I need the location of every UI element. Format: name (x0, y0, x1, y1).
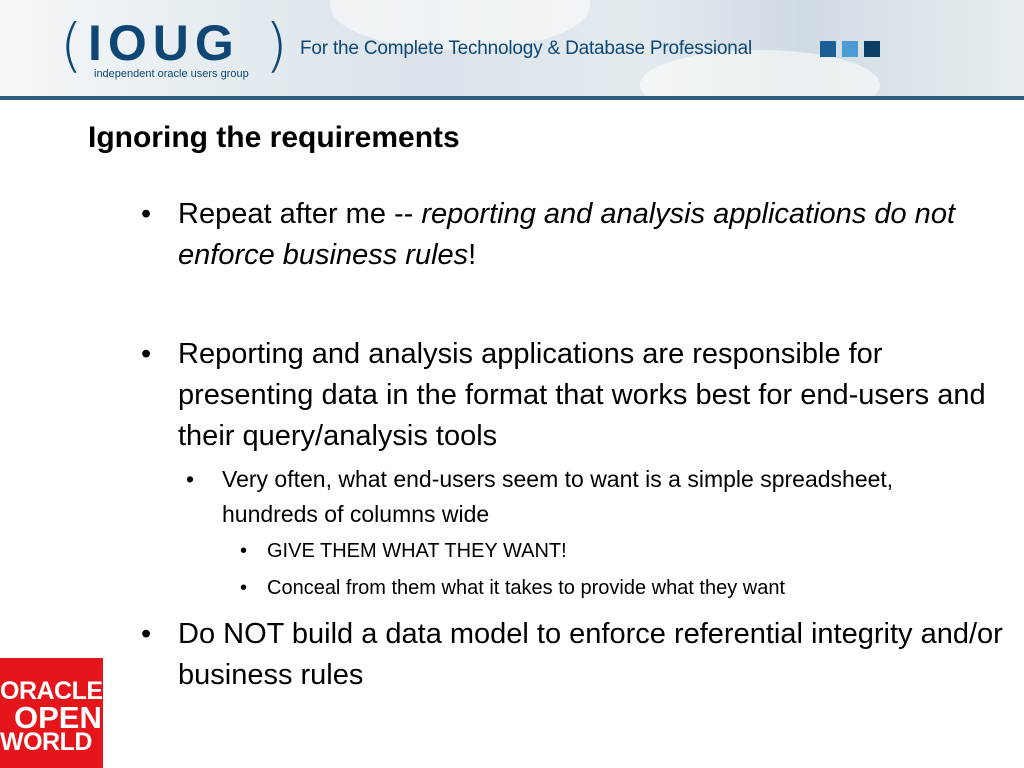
bullet-text: Do NOT build a data model to enforce referential integrity and/or business rules (178, 618, 1003, 691)
sub-bullet-item (186, 462, 982, 532)
sub-sub-bullet-item (240, 538, 987, 565)
logo-wordmark: IOUG (88, 15, 240, 71)
bullet-text-prefix: Repeat after me -- (178, 198, 422, 230)
bullet-text: Reporting and analysis applications are responsible for presenting data in the format that works best for end-users and their query/analysis tools (178, 338, 986, 452)
slide-title: Ignoring the requirements (88, 121, 460, 154)
header-tagline: For the Complete Technology & Database Professional (300, 38, 753, 59)
sub-bullet-text: Very often, what end-users seem to want is a simple spreadsheet, hundreds of columns wide (222, 466, 894, 527)
logo-line-oracle: ORACLE (0, 677, 103, 705)
sub-sub-bullet-text: GIVE THEM WHAT THEY WANT! (267, 540, 567, 562)
bullet-marker: • (240, 577, 248, 599)
bullet-text-suffix: ! (468, 239, 477, 271)
sub-sub-bullet-item (240, 575, 987, 602)
ioug-logo (60, 11, 292, 86)
logo-left-bracket: ( (60, 11, 83, 79)
bullet-item (141, 614, 1008, 696)
logo-line-world: WORLD (0, 728, 92, 756)
bullet-text-emphasis: reporting and analysis applications do not enforce business rules (178, 198, 956, 271)
bullet-text (178, 194, 1008, 276)
logo-right-bracket: ) (265, 11, 288, 79)
bullet-item (141, 334, 1008, 457)
header-banner (0, 0, 1024, 98)
oracle-openworld-logo (0, 658, 103, 768)
bullet-marker: • (141, 198, 152, 230)
bullet-marker: • (141, 618, 152, 650)
sub-sub-bullet-text: Conceal from them what it takes to provide what they want (267, 577, 786, 599)
decorative-square (842, 41, 858, 57)
bullet-marker: • (141, 338, 152, 370)
bullet-marker: • (240, 540, 248, 562)
decorative-square (820, 41, 836, 57)
logo-subtitle: independent oracle users group (94, 68, 249, 80)
bullet-marker: • (186, 466, 195, 492)
decorative-square (864, 41, 880, 57)
bullet-item (141, 194, 1008, 276)
logo-line-open: OPEN (14, 700, 102, 735)
header-divider (0, 96, 1024, 100)
